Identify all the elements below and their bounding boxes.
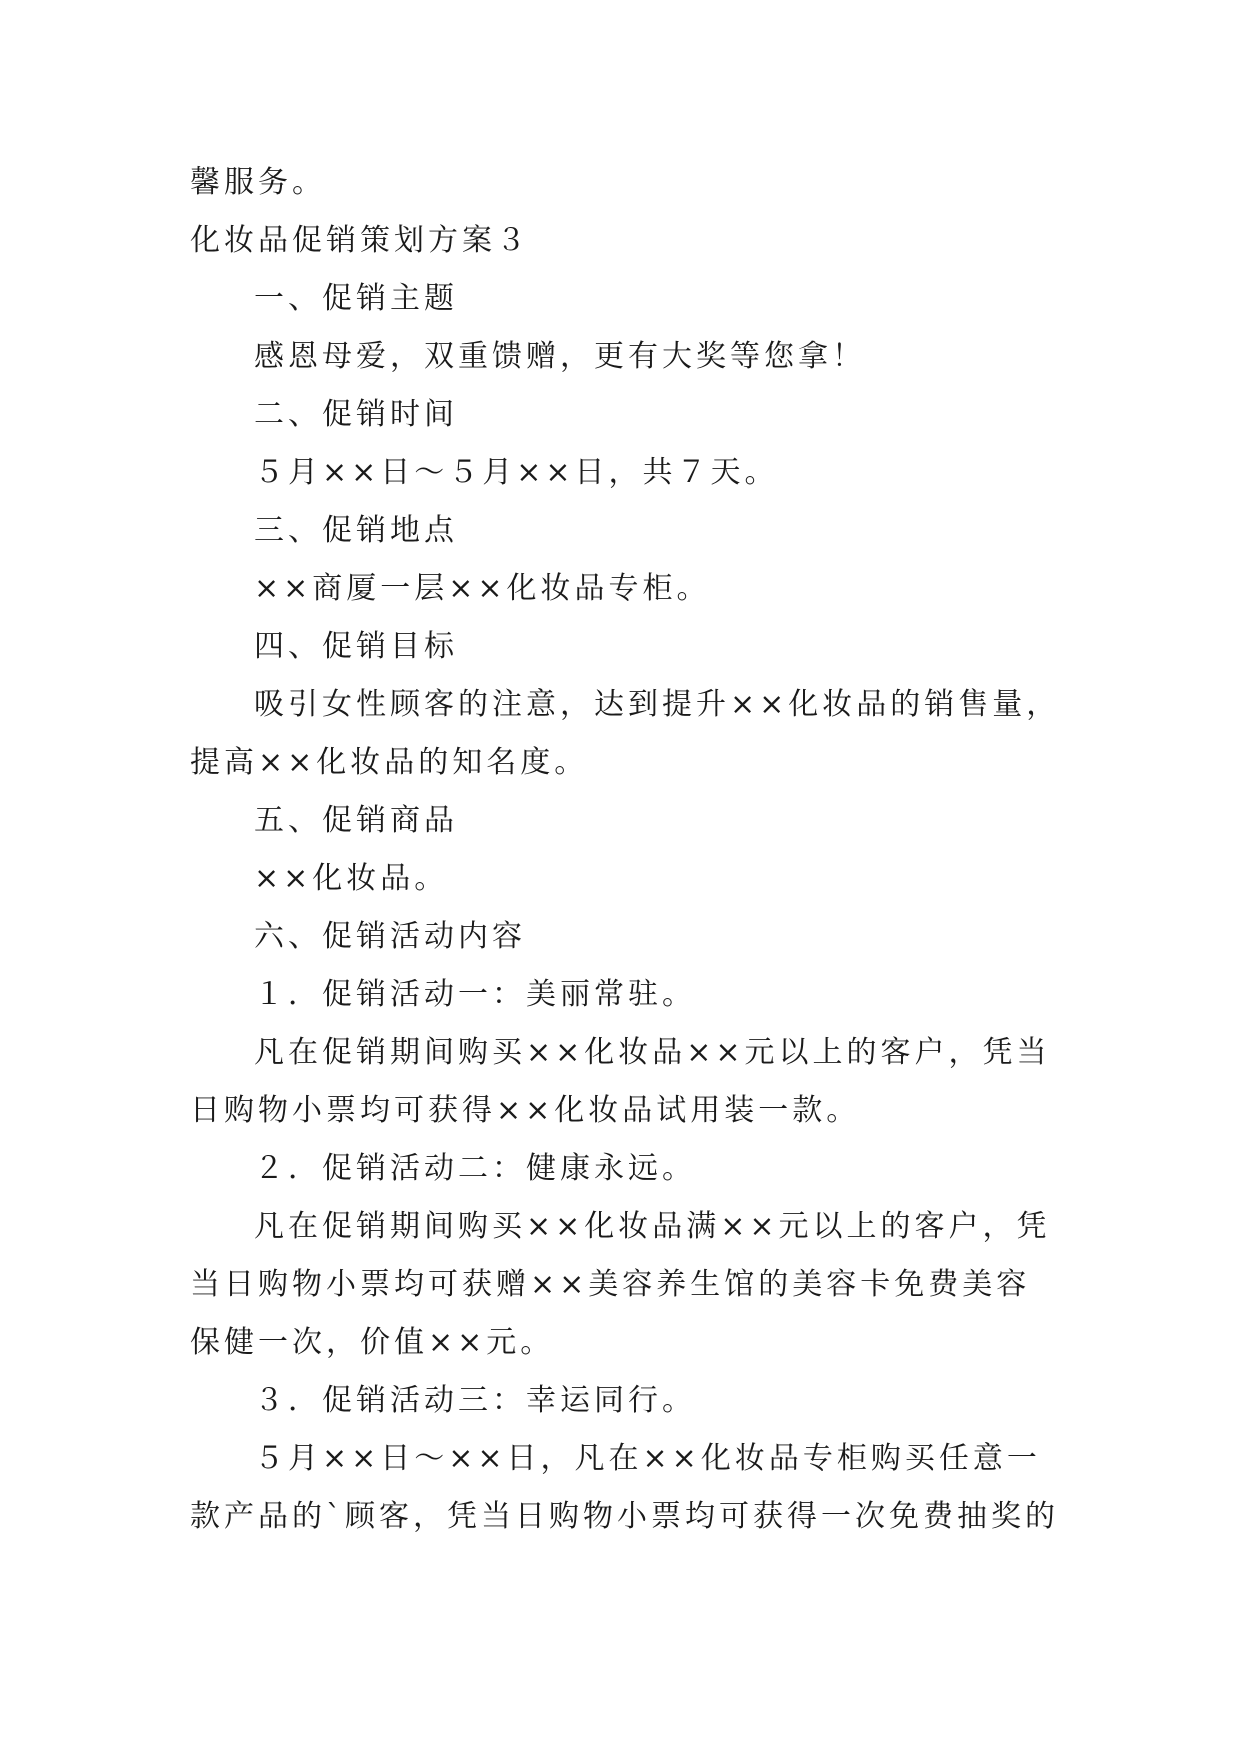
activity-1-text-line-1: 凡在促销期间购买××化妆品××元以上的客户，凭当 [254, 1035, 1051, 1070]
activity-2-title: ２．促销活动二：健康永远。 [254, 1151, 696, 1186]
activity-3-text-line-2: 款产品的`顾客，凭当日购物小票均可获得一次免费抽奖的 [190, 1499, 1059, 1534]
activity-3-text-line-1: ５月××日～××日，凡在××化妆品专柜购买任意一 [254, 1441, 1041, 1476]
body-text-continuation: 馨服务。 [190, 165, 326, 200]
activity-2-text-line-1: 凡在促销期间购买××化妆品满××元以上的客户，凭 [254, 1209, 1051, 1244]
paragraph-goal-line-1: 吸引女性顾客的注意，达到提升××化妆品的销售量， [254, 687, 1061, 722]
paragraph-location: ××商厦一层××化妆品专柜。 [254, 571, 711, 606]
section-title: 化妆品促销策划方案３ [190, 223, 530, 258]
activity-2-text-line-3: 保健一次，价值××元。 [190, 1325, 555, 1360]
activity-2-text-line-2: 当日购物小票均可获赠××美容养生馆的美容卡免费美容 [190, 1267, 1031, 1302]
heading-promotion-theme: 一、促销主题 [254, 281, 458, 316]
heading-promotion-goal: 四、促销目标 [254, 629, 458, 664]
heading-promotion-activities: 六、促销活动内容 [254, 919, 526, 954]
heading-promotion-time: 二、促销时间 [254, 397, 458, 432]
paragraph-theme: 感恩母爱，双重馈赠，更有大奖等您拿！ [254, 339, 866, 374]
heading-promotion-location: 三、促销地点 [254, 513, 458, 548]
paragraph-goal-line-2: 提高××化妆品的知名度。 [190, 745, 589, 780]
activity-3-title: ３．促销活动三：幸运同行。 [254, 1383, 696, 1418]
activity-1-text-line-2: 日购物小票均可获得××化妆品试用装一款。 [190, 1093, 861, 1128]
paragraph-products: ××化妆品。 [254, 861, 449, 896]
paragraph-time: ５月××日～５月××日，共７天。 [254, 455, 779, 490]
activity-1-title: １．促销活动一：美丽常驻。 [254, 977, 696, 1012]
heading-promotion-products: 五、促销商品 [254, 803, 458, 838]
